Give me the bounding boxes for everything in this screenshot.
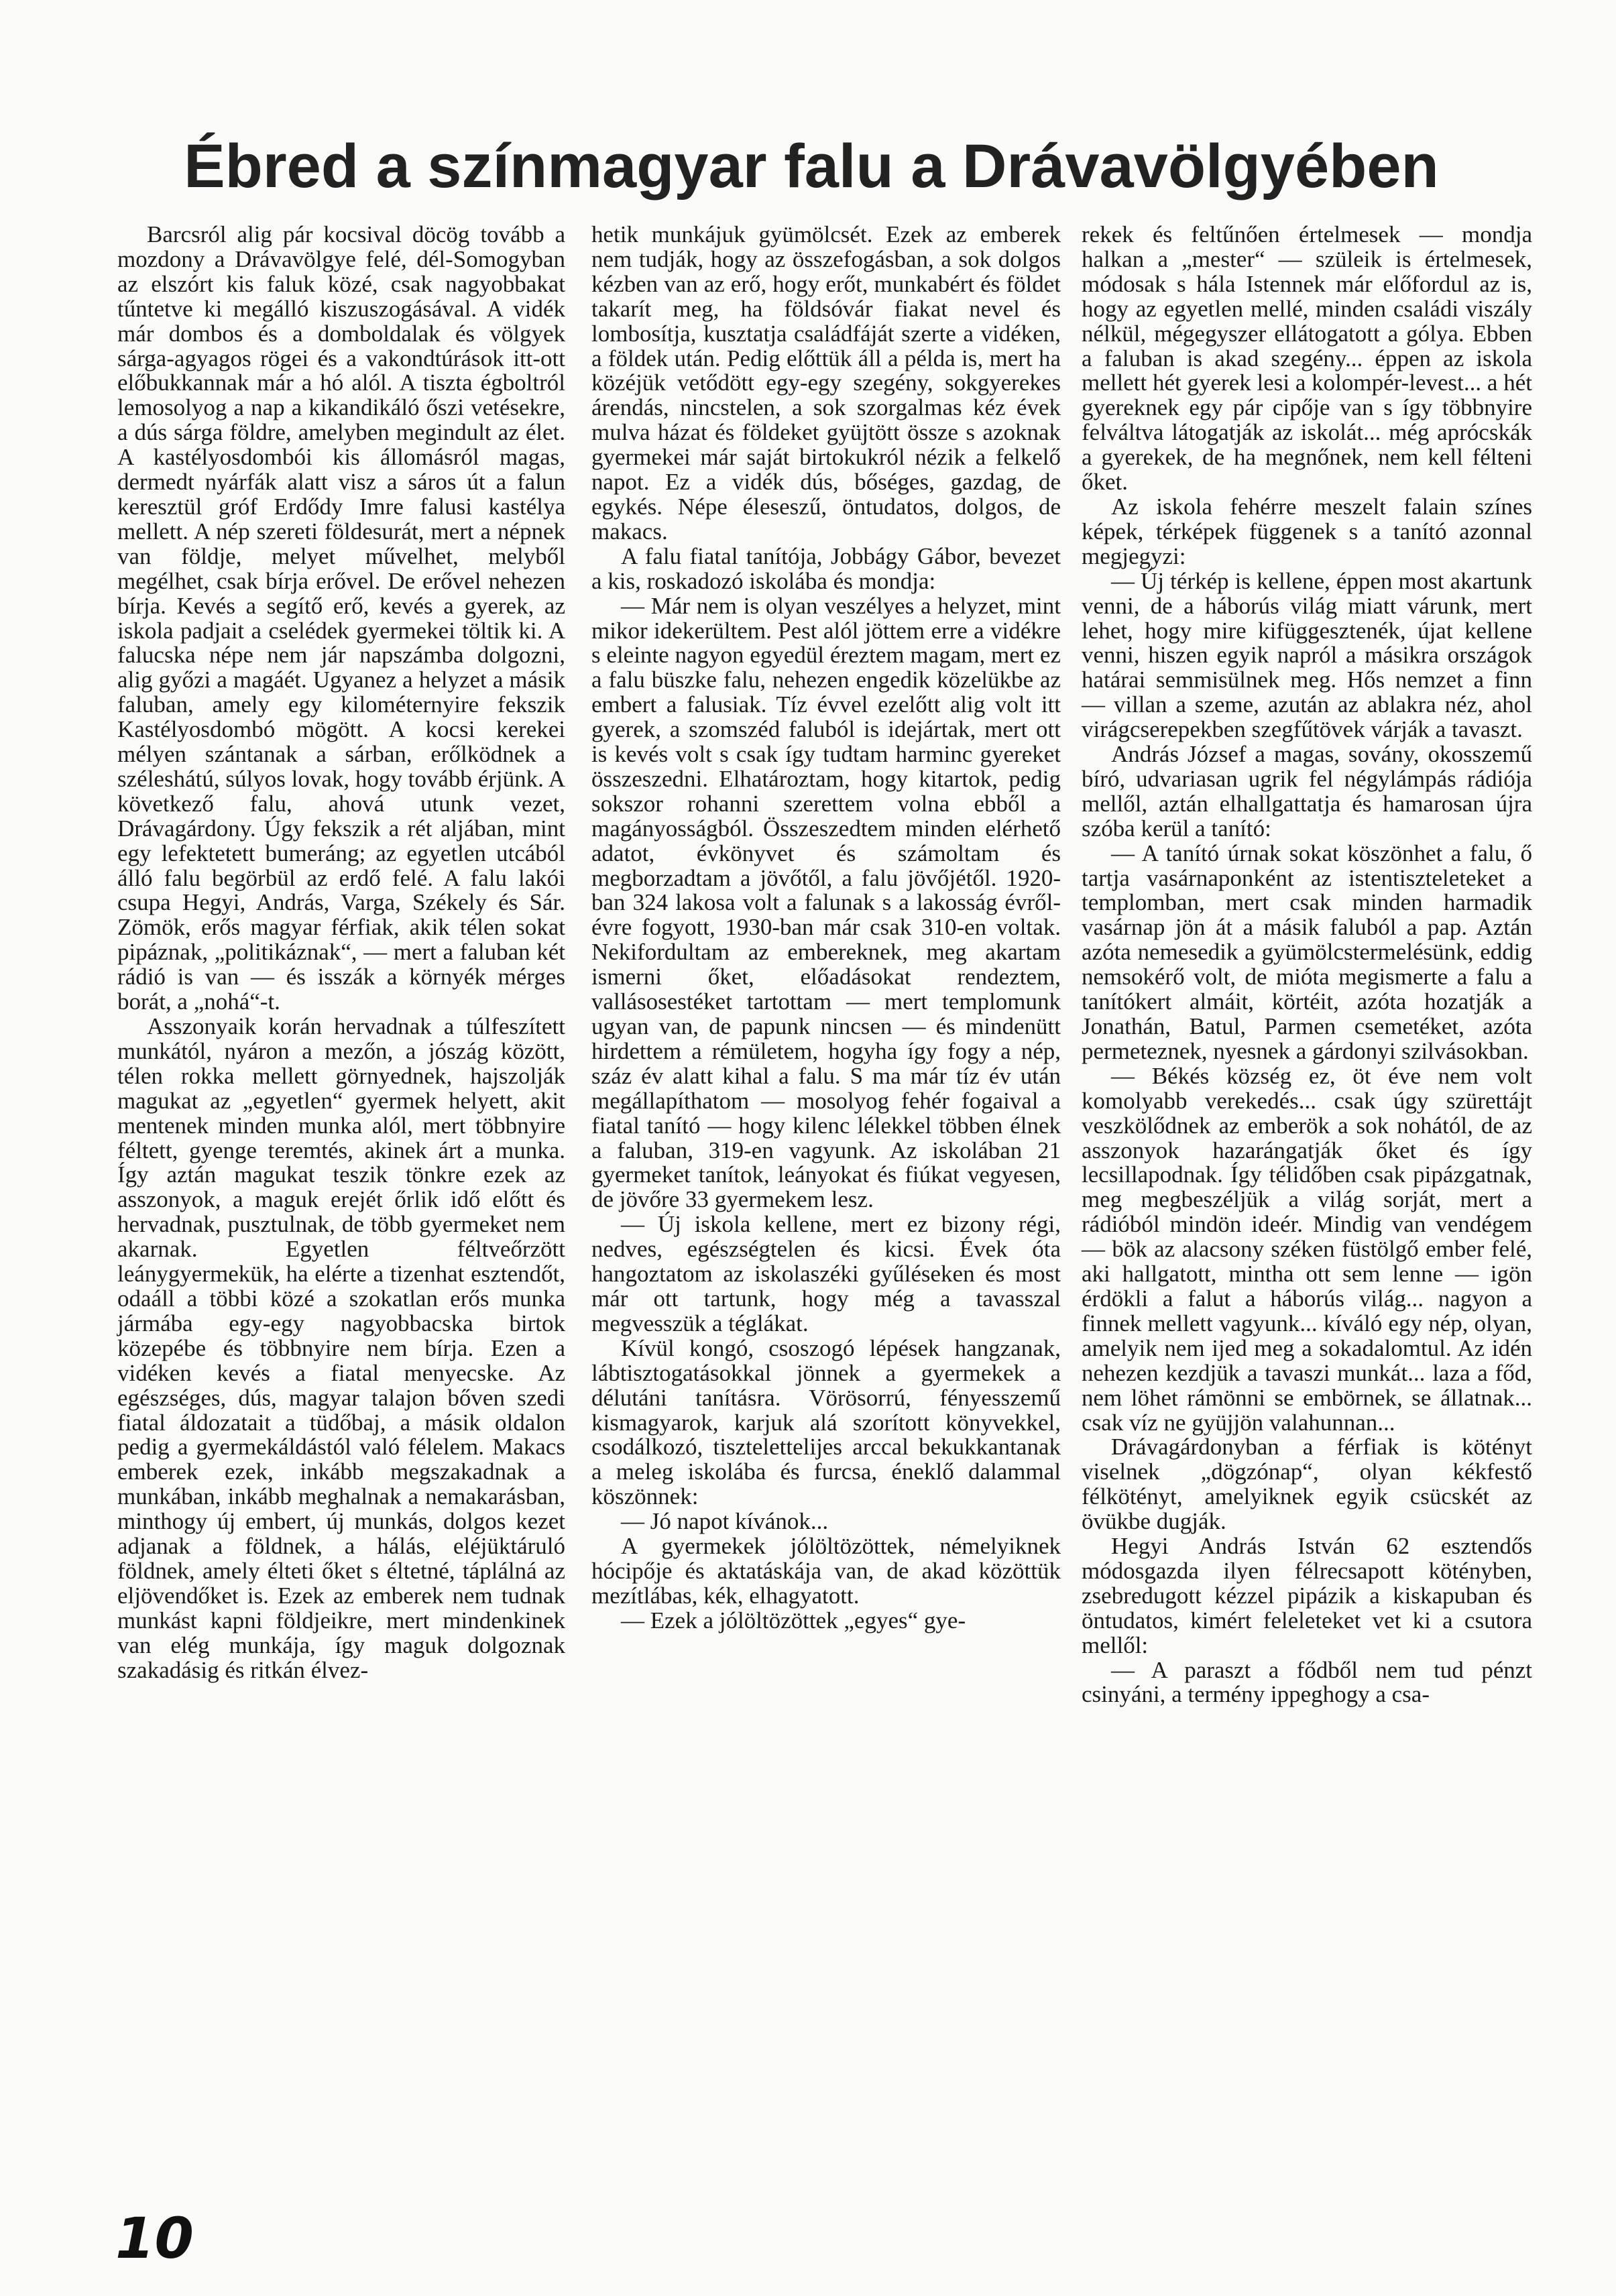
paragraph: A gyermekek jólöltözöttek, némelyiknek hócipője és aktatáskája van, de akad közöttük mezítlábas, kék, elhagyatott. xyxy=(591,1533,1061,1609)
paragraph: — Békés község ez, öt éve nem volt komolyabb verekedés... csak úgy szürettájt veszkölődnek az emberök a sok nohától, de az asszonyok hazarángatják őket és így lecsillapodnak. Így télidőben csak pipázgatnak, meg megbeszéljük a világ sorját, mert a rádióból mindön ideér. Mindig van vendégem — bök az alacsony széken füstölgő ember felé, aki hallgatott, mintha ott sem lenne — igön érdökli a falut a háborús világ... nagyon a finnek mellett vagyunk... kíváló egy nép, olyan, amelyik nem ijed meg a sokadalomtul. Az idén nehezen kezdjük a tavaszi munkát... laza a főd, nem löhet rámönni se embörnek, se állatnak... csak víz ne gyüjjön valahunnan... xyxy=(1082,1062,1532,1436)
paragraph: — Már nem is olyan veszélyes a helyzet, mint mikor idekerültem. Pest alól jöttem erre a vidékre s eleinte nagyon egyedül éreztem magam, mert ez a falu büszke falu, nehezen engedik közelükbe az embert a falusiak. Tíz évvel ezelőtt alig volt itt gyerek, a szomszéd faluból is idejártak, mert ott is kevés volt s csak így tudtam harminc gyereket összeszedni. Elhatároztam, hogy kitartok, pedig sokszor rohanni szerettem volna ebből a magányosságból. Összeszedtem minden elérhető adatot, évkönyvet és számoltam és megborzadtam a jövőtől, a falu jövőjétől. 1920-ban 324 lakosa volt a falunak s a lakosság évről-évre fogyott, 1930-ban már csak 310-en voltak. Nekifordultam az embereknek, meg akartam ismerni őket, előadásokat rendeztem, vallásosestéket tartottam — mert templomunk ugyan van, de papunk nincsen — és mindenütt hirdettem a rémületem, hogyha így fogy a nép, száz év alatt kihal a falu. S ma már tíz év után megállapíthatom — mosolyog fehér fogaival a fiatal tanító — hogy kilenc lélekkel többen élnek a faluban, 319-en vagyunk. Az iskolában 21 gyermeket tanítok, leányokat és fiúkat vegyesen, de jövőre 33 gyermekem lesz. xyxy=(591,592,1061,1213)
paragraph: rekek és feltűnően értelmesek — mondja halkan a „mester“ — szüleik is értelmesek, módosak s hála Istennek már előfordul az is, hogy az egyetlen mellé, minden családi viszály nélkül, mégegyszer ellátogatott a gólya. Ebben a faluban is akad szegény... éppen az iskola mellett hét gyerek lesi a kolompér-levest... a hét gyereknek egy pár cipője van s így többnyire felváltva látogatják az iskolát... még aprócskák a gyerekek, de ha megnőnek, nem kell félteni őket. xyxy=(1082,221,1532,496)
paragraph: — A tanító úrnak sokat köszönhet a falu, ő tartja vasárnaponként az istentiszteleteket a templomban, mert csak minden harmadik vasárnap jön át a másik faluból a pap. Aztán azóta nemesedik a gyümölcstermelésünk, eddig nemsokérő volt, de mióta megismerte a falu a tanítókert almáit, körtéit, azóta hozatják a Jonathán, Batul, Parmen csemetéket, azóta permeteznek, nyesnek a gárdonyi szilvásokban. xyxy=(1082,840,1532,1064)
paragraph: hetik munkájuk gyümölcsét. Ezek az emberek nem tudják, hogy az összefogásban, a sok dolgos kézben van az erő, hogy erőt, munkabért és földet takarít meg, ha földsóvár fiakat nevel és lombosítja, kusztatja családfáját szerte a vidéken, a földek után. Pedig előttük áll a példa is, mert ha közéjük vetődött egy-egy szegény, sokgyerekes árendás, nincstelen, a sok szorgalmas kéz évek mulva házat és földeket gyüjtött össze s azoknak gyermekei már saját birtokukról nézik a felkelő napot. Ez a vidék dús, bőséges, gazdag, de egykés. Népe éleseszű, öntudatos, dolgos, de makacs. xyxy=(591,221,1061,544)
paragraph: András József a magas, sovány, okosszemű bíró, udvariasan ugrik fel négylámpás rádiója mellől, aztán elhallgattatja és hamarosan újra szóba kerül a tanító: xyxy=(1082,741,1532,842)
paragraph: — Jó napot kívánok... xyxy=(621,1508,829,1535)
paragraph: — Új iskola kellene, mert ez bizony régi, nedves, egészségtelen és kicsi. Évek óta hangoztatom az iskolaszéki gyűléseken és most már ott tartunk, hogy még a tavasszal megvesszük a téglákat. xyxy=(591,1211,1061,1336)
paragraph: — A paraszt a fődből nem tud pénzt csinyáni, a termény ippeghogy a csa- xyxy=(1082,1656,1532,1708)
text-column-2 xyxy=(591,223,1061,1633)
paragraph: A falu fiatal tanítója, Jobbágy Gábor, bevezet a kis, roskadozó iskolába és mondja: xyxy=(591,542,1061,594)
text-column-1 xyxy=(117,223,565,1682)
paragraph: Az iskola fehérre meszelt falain színes képek, térképek függenek s a tanító azonnal megjegyzi: xyxy=(1082,493,1532,569)
paragraph: Asszonyaik korán hervadnak a túlfeszített munkától, nyáron a mezőn, a jószág között, télen rokka mellett görnyednek, hajszolják magukat az „egyetlen“ gyermek helyett, akit mentenek minden munka alól, mert többnyire féltett, gyenge teremtés, akinek árt a munka. Így aztán magukat teszik tönkre ezek az asszonyok, a maguk erejét őrlik idő előtt és hervadnak, pusztulnak, de több gyermeket nem akarnak. Egyetlen féltveőrzött leánygyermekük, ha elérte a tizenhat esztendőt, odaáll a többi közé a szokatlan erős munka jármába egy-egy nagyobbacska birtok közepébe és többnyire nem bírja. Ezen a vidéken kevés a fiatal menyecske. Az egészséges, dús, magyar talajon bőven szedi fiatal áldozatait a tüdőbaj, a másik oldalon pedig a gyermekáldástól való félelem. Makacs emberek ezek, inkább megszakadnak a munkában, inkább meghalnak a nemakarásban, minthogy új embert, új munkás, dolgos kezet adjanak a földnek, a hálás, eléjüktáruló földnek, amely élteti őket s éltetné, táplálná az eljövendőket is. Ezek az emberek nem tudnak munkást kapni földjeikre, mert mindenkinek van elég munkája, így maguk dolgoznak szakadásig és ritkán élvez- xyxy=(117,1013,565,1683)
article-title: Ébred a színmagyar falu a Drávavölgyében xyxy=(184,132,1439,200)
paragraph: Kívül kongó, csoszogó lépések hangzanak, lábtisztogatásokkal jönnek a gyermekek a délutáni tanításra. Vörösorrú, fényesszemű kismagyarok, karjuk alá szorított könyvekkel, csodálkozó, tisztelettelijes arccal bekukkantanak a meleg iskolába és furcsa, éneklő dalammal köszönnek: xyxy=(591,1334,1061,1510)
page-number: 10 xyxy=(115,2205,194,2271)
paragraph: — Ezek a jólöltözöttek „egyes“ gye- xyxy=(621,1607,966,1633)
paragraph: Barcsról alig pár kocsival döcög tovább a mozdony a Drávavölgye felé, dél-Somogyban az elszórt kis faluk közé, csak nagyobbakat tűntetve ki megálló kiszuszogásával. A vidék már dombos és a domboldalak és völgyek sárga-agyagos rögei és a vakondtúrások itt-ott előbukkannak már a hó alól. A tiszta égboltról lemosolyog a nap a kikandikáló őszi vetésekre, a dús sárga földre, amelyben megindult az élet. A kastélyosdombói kis állomásról magas, dermedt nyárfák alatt visz a sáros út a falun keresztül gróf Erdődy Imre falusi kastélya mellett. A nép szereti földesurát, mert a népnek van földje, melyet művelhet, melyből megélhet, csak bírja erővel. De erővel nehezen bírja. Kevés a segítő erő, kevés a gyerek, az iskola padjait a cselédek gyermekei töltik ki. A falucska népe nem jár napszámba dolgozni, alig győzi a magáét. Ugyanez a helyzet a másik faluban, amely egy kilométernyire fekszik Kastélyosdombó mögött. A kocsi kerekei mélyen szántanak a sárban, erőlködnek a széleshátú, súlyos lovak, hogy tovább érjünk. A következő falu, ahová utunk vezet, Drávagárdony. Úgy fekszik a rét aljában, mint egy lefektetett bumeráng; az egyetlen utcából álló falu begörbül az erdő felé. A falu lakói csupa Hegyi, András, Varga, Székely és Sár. Zömök, erős magyar férfiak, akik télen sokat pipáznak, „politikáznak“, — mert a faluban két rádió is van — és isszák a környék mérges borát, a „nohá“-t. xyxy=(117,221,565,1015)
paragraph: Hegyi András István 62 esztendős módosgazda ilyen félrecsapott kötényben, zsebredugott kézzel pipázik a kiskapuban és öntudatos, kimért feleleteket vet ki a csutora mellől: xyxy=(1082,1533,1532,1658)
text-column-3 xyxy=(1082,223,1532,1707)
paragraph: — Új térkép is kellene, éppen most akartunk venni, de a háborús világ miatt várunk, mert lehet, hogy mire kifüggesztenék, újat kellene venni, hiszen egyik napról a másikra országok határai semmisülnek meg. Hős nemzet a finn — villan a szeme, azután az ablakra néz, ahol virágcserepekben szegfűtövek várják a tavaszt. xyxy=(1082,567,1532,743)
paragraph: Drávagárdonyban a férfiak is kötényt viselnek „dögzónap“, olyan kékfestő félkötényt, amelyiknek egyik csücskét az övükbe dugják. xyxy=(1082,1434,1532,1535)
